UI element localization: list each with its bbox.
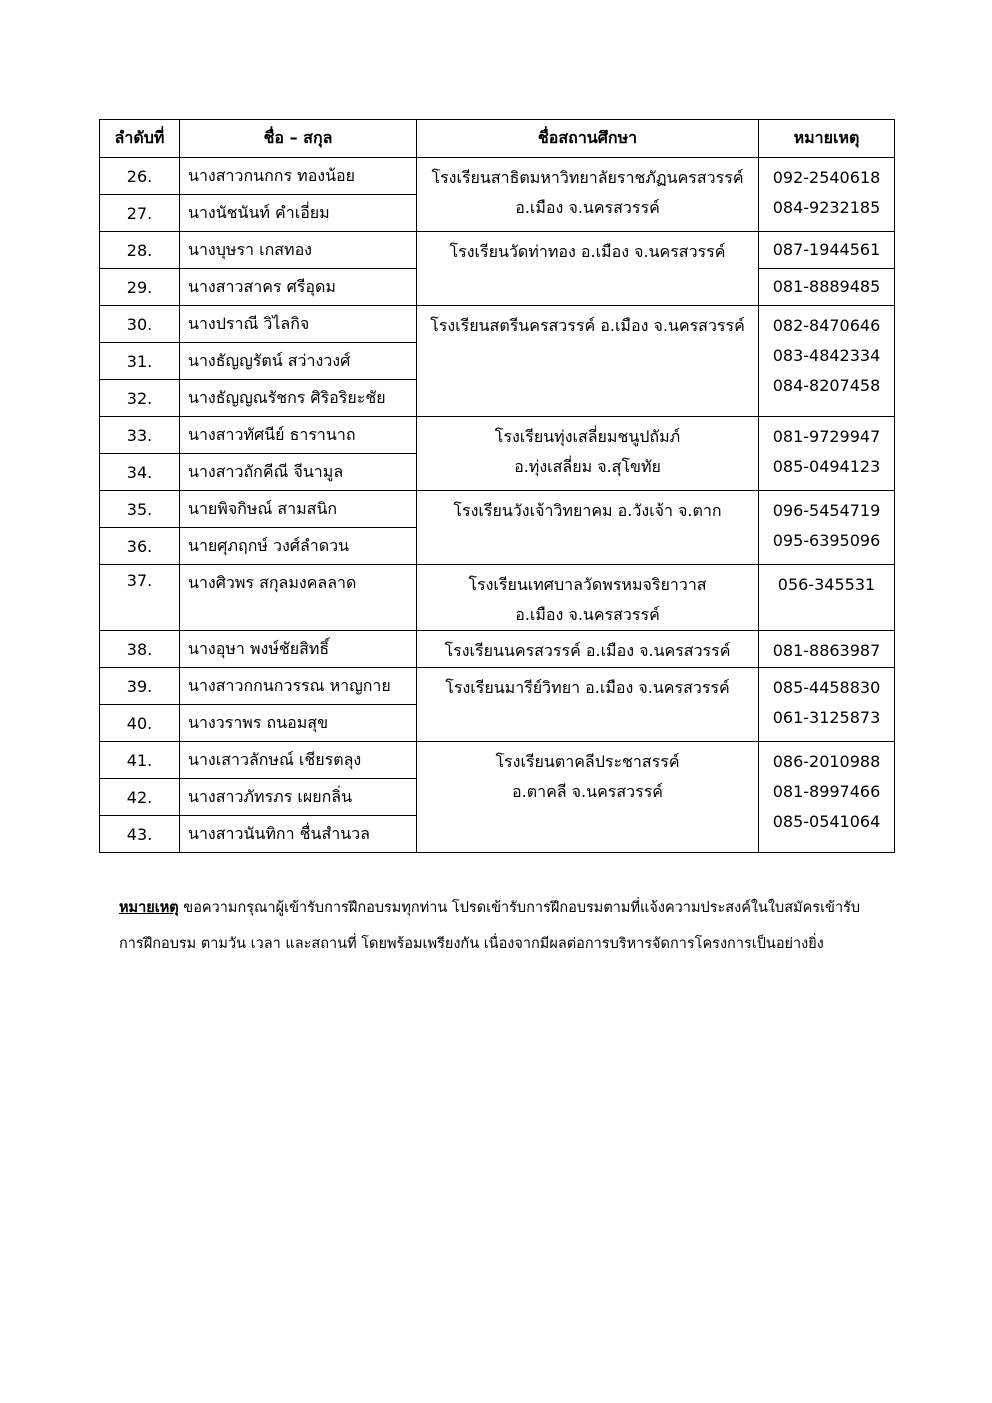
participant-name: นางสาวสาคร ศรีอุดม [180,269,417,306]
row-index: 36. [100,528,180,565]
school-line: โรงเรียนสตรีนครสวรรค์ อ.เมือง จ.นครสวรรค์ [430,316,745,335]
school-name [417,417,759,491]
header-name: ชื่อ – สกุล [180,120,417,158]
school-line: โรงเรียนสาธิตมหาวิทยาลัยราชภัฏนครสวรรค์ [431,168,744,187]
participant-name: นางสาวกกนกวรรณ หาญกาย [180,668,417,705]
school-line: อ.เมือง จ.นครสวรรค์ [515,605,660,624]
row-index: 42. [100,779,180,816]
phone-number: 056-345531 [777,575,876,594]
school-line: อ.เมือง จ.นครสวรรค์ [515,198,660,217]
participant-name: นางอุษา พงษ์ชัยสิทธิ์ [180,631,417,668]
school-line: โรงเรียนตาคลีประชาสรรค์ [495,752,680,771]
school-line: โรงเรียนวัดท่าทอง อ.เมือง จ.นครสวรรค์ [449,242,726,261]
phone-number: 081-9729947 [772,427,881,446]
school-line: โรงเรียนมารีย์วิทยา อ.เมือง จ.นครสวรรค์ [445,678,730,697]
phone-numbers [759,668,895,742]
school-line: โรงเรียนนครสวรรค์ อ.เมือง จ.นครสวรรค์ [444,641,731,660]
row-index: 35. [100,491,180,528]
row-index: 30. [100,306,180,343]
participant-name: นางสาวภัทรภร เผยกลิ่น [180,779,417,816]
row-index: 43. [100,816,180,853]
participant-table [99,119,895,853]
phone-number: 085-4458830 [772,678,881,697]
table-body [100,158,895,853]
participant-name: นางธัญญณรัชกร ศิริอริยะชัย [180,380,417,417]
participant-name: นายศุภฤกษ์ วงศ์ลำดวน [180,528,417,565]
participant-name: นางสาวทัศนีย์ ธารานาถ [180,417,417,454]
phone-numbers [759,491,895,565]
row-index: 29. [100,269,180,306]
row-index: 28. [100,232,180,269]
school-name [417,565,759,631]
table-row [100,491,895,528]
header-remark: หมายเหตุ [759,120,895,158]
row-index: 31. [100,343,180,380]
school-line: อ.ทุ่งเสลี่ยม จ.สุโขทัย [514,457,661,476]
row-index: 26. [100,158,180,195]
phone-number: 061-3125873 [772,708,881,727]
participant-name: นางศิวพร สกุลมงคลลาด [180,565,417,631]
phone-number: 085-0494123 [772,457,881,476]
phone-number: 085-0541064 [772,812,881,831]
participant-name: นางเสาวลักษณ์ เชียรตลุง [180,742,417,779]
footnote-text: ขอความกรุณาผู้เข้ารับการฝึกอบรมทุกท่าน โปรดเข้ารับการฝึกอบรมตามที่แจ้งความประสงค์ในใบสมัครเข้ารับการฝึกอบรม ตามวัน เวลา และสถานที่ โดยพร้อมเพรียงกัน เนื่องจากมีผลต่อการบริหารจัดการโครงการเป็นอย่างยิ่ง [119,900,861,952]
participant-name: นางวราพร ถนอมสุข [180,705,417,742]
phone-numbers [759,565,895,631]
phone-number: 087-1944561 [759,232,895,269]
table-row [100,631,895,668]
participant-name: นายพิจกิษณ์ สามสนิก [180,491,417,528]
phone-number: 083-4842334 [772,346,881,365]
phone-numbers [759,158,895,232]
phone-number: 096-5454719 [772,501,881,520]
row-index: 34. [100,454,180,491]
table-row [100,742,895,779]
header-index: ลำดับที่ [100,120,180,158]
header-school: ชื่อสถานศึกษา [417,120,759,158]
school-line: โรงเรียนทุ่งเสลี่ยมชนูปถัมภ์ [494,427,681,446]
row-index: 41. [100,742,180,779]
school-name [417,491,759,565]
row-index: 27. [100,195,180,232]
footnote-label: หมายเหตุ [119,900,179,916]
phone-number: 081-8997466 [772,782,881,801]
phone-number: 081-8889485 [759,269,895,306]
table-row [100,306,895,343]
phone-number: 092-2540618 [772,168,881,187]
school-name [417,232,759,306]
school-name [417,306,759,417]
table-header-row [100,120,895,158]
phone-numbers [759,742,895,853]
school-line: โรงเรียนเทศบาลวัดพรหมจริยาวาส [468,575,707,594]
row-index: 40. [100,705,180,742]
phone-number: 084-9232185 [772,198,881,217]
phone-number: 082-8470646 [772,316,881,335]
school-name [417,668,759,742]
table-row [100,668,895,705]
school-name [417,742,759,853]
phone-numbers [759,631,895,668]
participant-name: นางสาวกนกกร ทองน้อย [180,158,417,195]
school-line: โรงเรียนวังเจ้าวิทยาคม อ.วังเจ้า จ.ตาก [453,501,722,520]
phone-number: 081-8863987 [772,641,881,660]
phone-numbers [759,417,895,491]
participant-name: นางปราณี วิไลกิจ [180,306,417,343]
table-row [100,232,895,269]
row-index: 39. [100,668,180,705]
row-index: 38. [100,631,180,668]
school-name [417,158,759,232]
participant-name: นางนัชนันท์ คำเอี่ยม [180,195,417,232]
phone-number: 095-6395096 [772,531,881,550]
school-name [417,631,759,668]
participant-name: นางธัญญรัตน์ สว่างวงศ์ [180,343,417,380]
phone-numbers [759,306,895,417]
table-row [100,417,895,454]
table-row [100,565,895,631]
phone-number: 084-8207458 [772,376,881,395]
participant-name: นางสาวถักคีณี จีนามูล [180,454,417,491]
row-index: 32. [100,380,180,417]
participant-name: นางสาวนันทิกา ชื่นสำนวล [180,816,417,853]
table-row [100,158,895,195]
participant-name: นางบุษรา เกสทอง [180,232,417,269]
row-index: 37. [100,565,180,631]
footnote [119,890,879,962]
row-index: 33. [100,417,180,454]
school-line: อ.ตาคลี จ.นครสวรรค์ [512,782,663,801]
phone-number: 086-2010988 [772,752,881,771]
